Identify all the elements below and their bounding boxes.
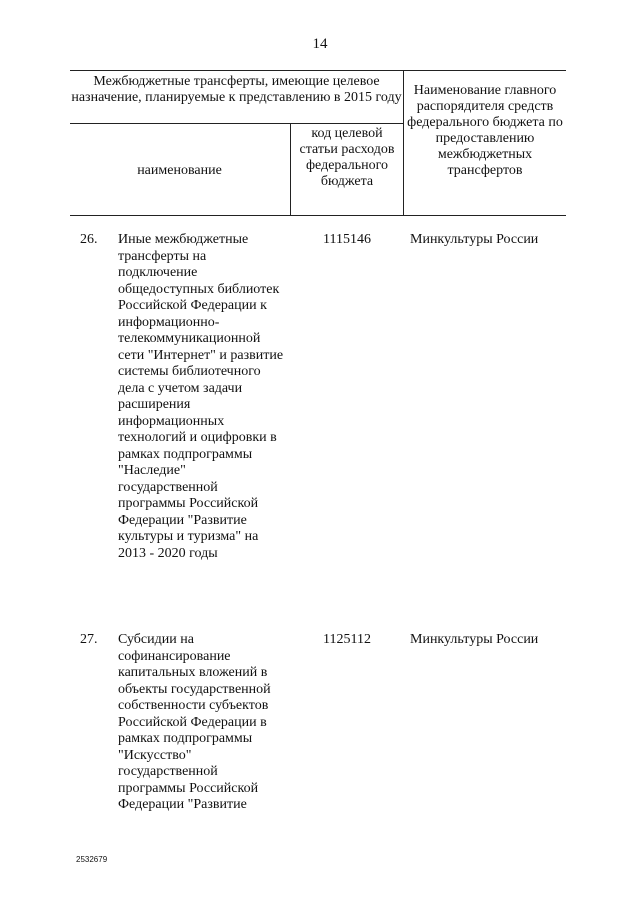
- row-description: Иные межбюджетные трансферты на подключение общедоступных библиотек Российской Федерации к информационно-телекоммуникационной сети "Интернет" и развитие системы библиотечного дела с учетом задачи расширения информационных технологий и оцифровки в рамках подпрограммы "Наследие" государственной программы Российской Федерации "Развитие культуры и туризма" на 2013 - 2020 годы: [118, 232, 284, 561]
- header-name-column: наименование: [137, 163, 222, 178]
- table-header: [70, 70, 566, 216]
- header-divider-horizontal: [70, 123, 403, 124]
- header-admin-column: Наименование главного распорядителя средств федерального бюджета по предоставлению межбюджетных трансфертов: [407, 83, 563, 178]
- header-divider-sub: [290, 123, 291, 215]
- header-group-title: Межбюджетные трансферты, имеющие целевое назначение, планируемые к представлению в 2015 году: [71, 74, 402, 105]
- document-id: 2532679: [76, 855, 108, 864]
- header-divider-main: [403, 71, 404, 215]
- row-number: 27.: [80, 632, 98, 647]
- row-admin: Минкультуры России: [410, 232, 539, 247]
- row-code: 1125112: [323, 632, 371, 647]
- page-number: 14: [312, 36, 328, 52]
- header-code-column: код целевой статьи расходов федерального бюджета: [299, 126, 395, 189]
- row-code: 1115146: [323, 232, 371, 247]
- row-number: 26.: [80, 232, 98, 247]
- row-description: Субсидии на софинансирование капитальных вложений в объекты государственной собственности субъектов Российской Федерации в рамках подпрограммы "Искусство" государственной программы Российской Федерации "Развитие: [118, 632, 271, 812]
- row-admin: Минкультуры России: [410, 632, 539, 647]
